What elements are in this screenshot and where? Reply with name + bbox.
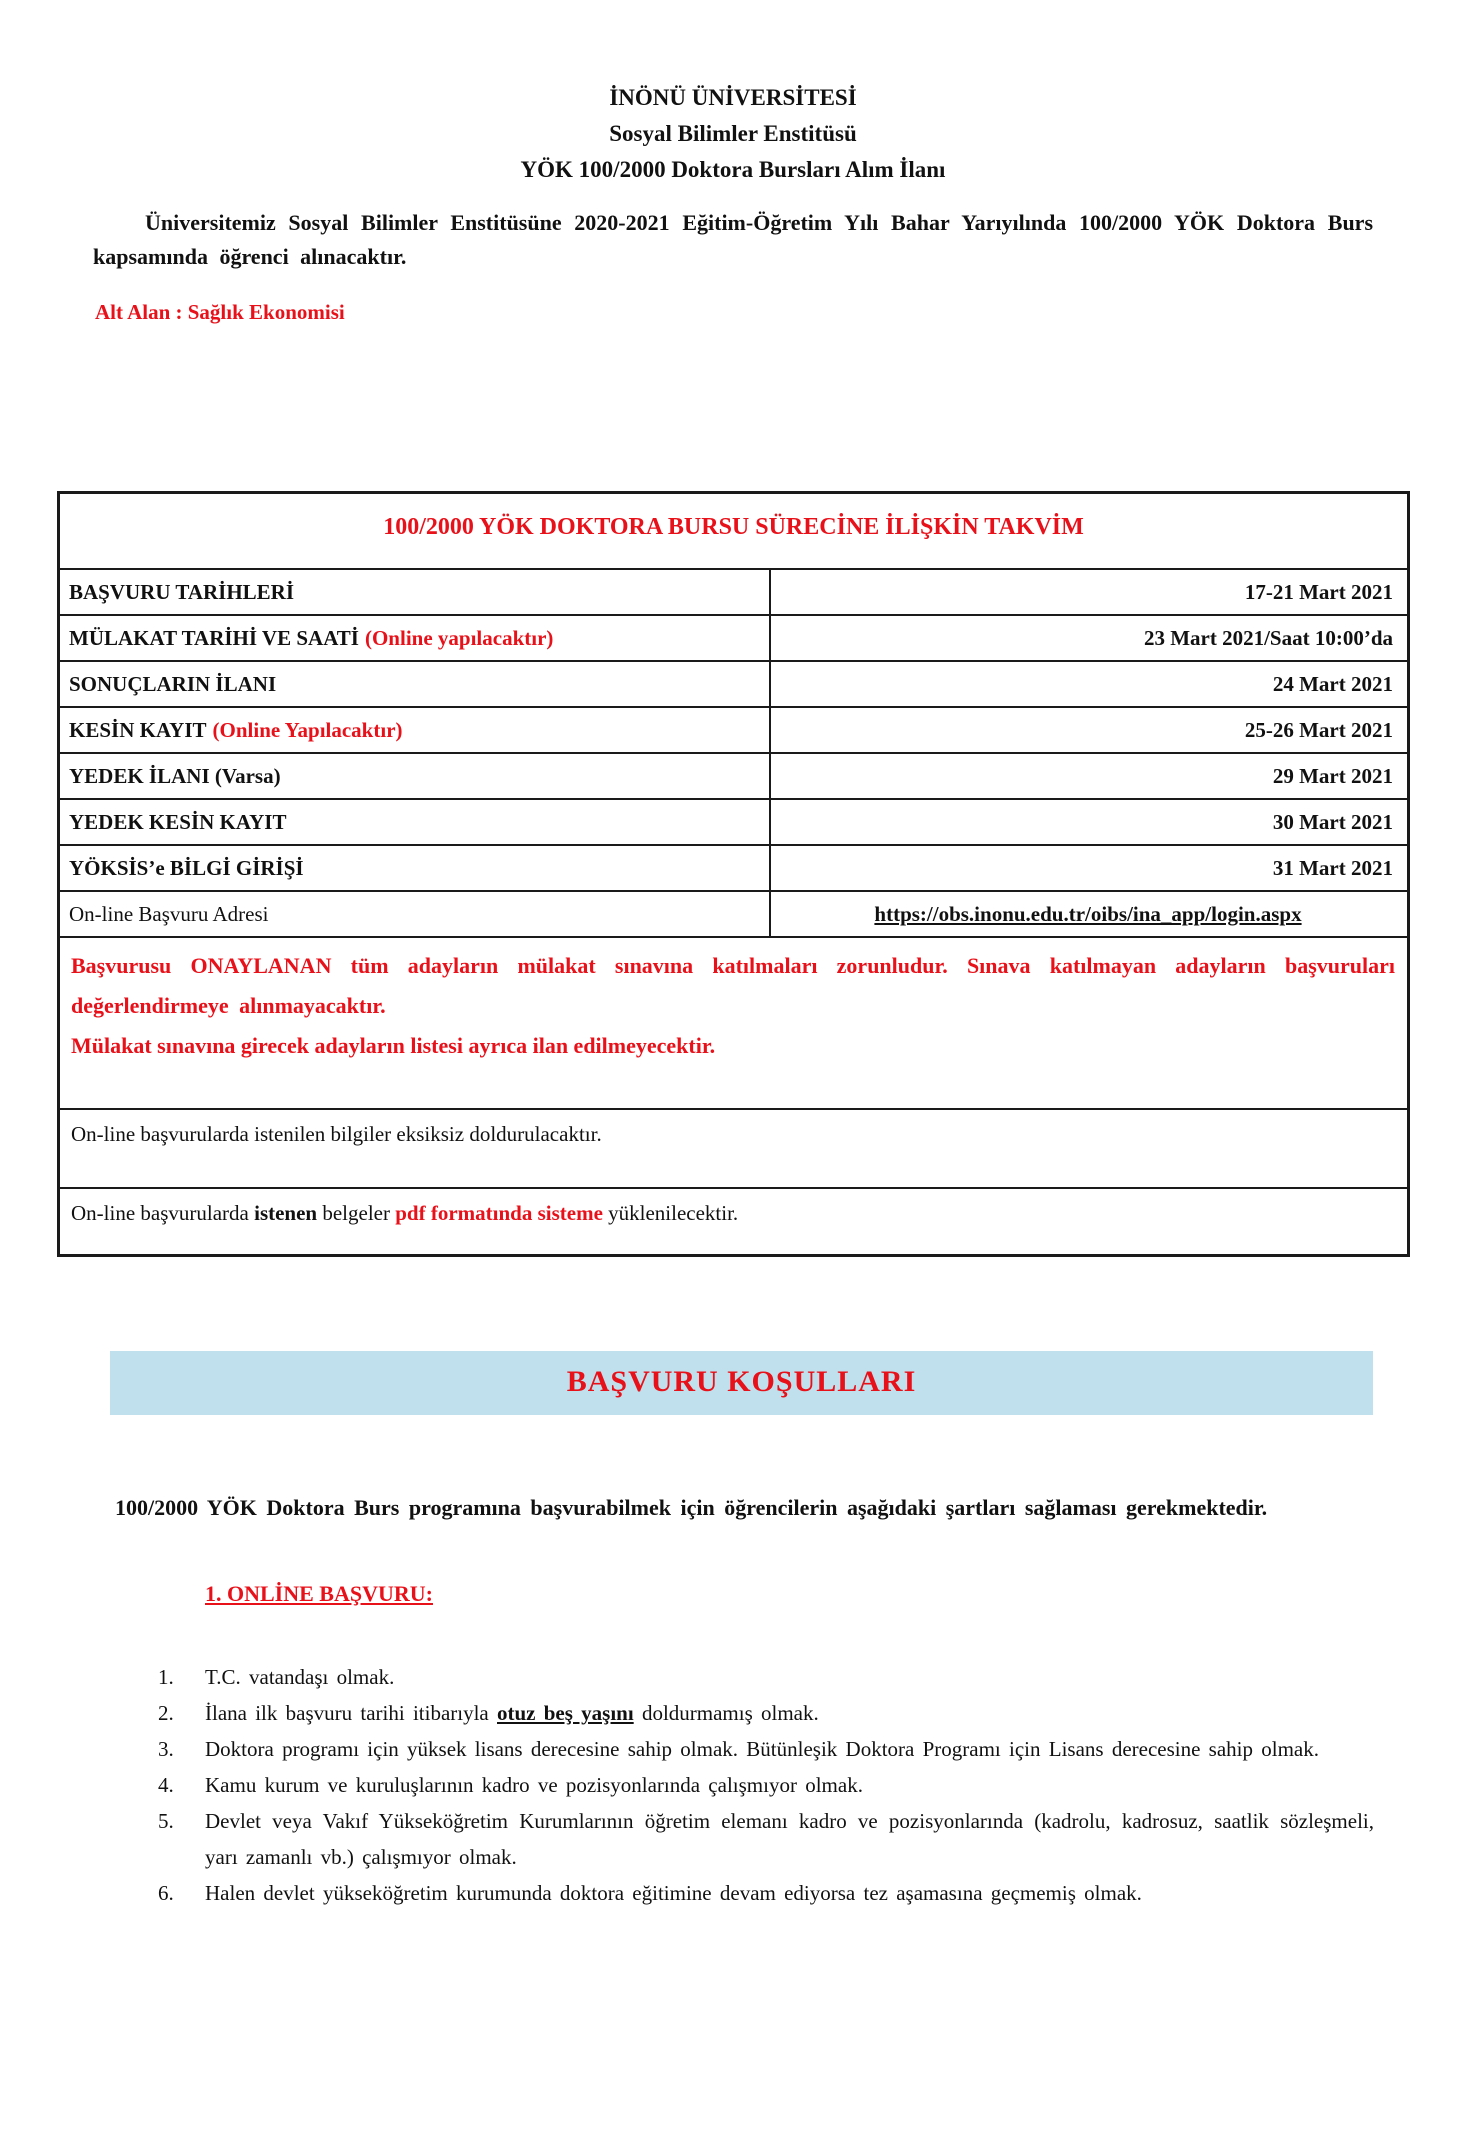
- table-row-yoksis: [60, 846, 1407, 892]
- conditions-intro: 100/2000 YÖK Doktora Burs programına başvurabilmek için öğrencilerin aşağıdaki şartları sağlaması gerekmektedir.: [115, 1495, 1268, 1520]
- row-label: [60, 616, 771, 660]
- row-value: 25-26 Mart 2021: [1244, 718, 1393, 742]
- row-label: [60, 800, 771, 844]
- row-label-text: SONUÇLARIN İLANI: [69, 672, 277, 696]
- item-text: Halen devlet yükseköğretim kurumunda doktora eğitimine devam ediyorsa tez aşamasına geçmemiş olmak.: [205, 1881, 1142, 1905]
- row-label: [60, 570, 771, 614]
- info-row-bilgiler: On-line başvurularda istenilen bilgiler eksiksiz doldurulacaktır.: [60, 1110, 1407, 1189]
- list-item: [158, 1767, 1374, 1803]
- list-item: [158, 1875, 1374, 1911]
- item-number: 2.: [158, 1701, 174, 1725]
- online-basvuru-heading: 1. ONLİNE BAŞVURU:: [205, 1581, 433, 1606]
- doc-title: [0, 0, 1466, 188]
- title-line-announcement: YÖK 100/2000 Doktora Bursları Alım İlanı: [520, 157, 946, 182]
- table-row-kesin-kayit: [60, 708, 1407, 754]
- row-label-text: YEDEK İLANI (Varsa): [69, 764, 281, 788]
- row-value: 23 Mart 2021/Saat 10:00’da: [1143, 626, 1393, 650]
- row-label-text: BAŞVURU TARİHLERİ: [69, 580, 295, 604]
- address-label: On-line Başvuru Adresi: [60, 892, 771, 936]
- basvuru-kosullari-banner: [110, 1351, 1373, 1415]
- schedule-table: [57, 491, 1410, 1257]
- row-value: 24 Mart 2021: [1272, 672, 1393, 696]
- alt-alan-label: Alt Alan : Sağlık Ekonomisi: [95, 300, 345, 324]
- list-item: [158, 1731, 1374, 1767]
- table-row-mulakat: [60, 616, 1407, 662]
- requirements-list: [158, 1659, 1374, 1911]
- table-title: 100/2000 YÖK DOKTORA BURSU SÜRECİNE İLİŞKİN TAKVİM: [60, 494, 1407, 570]
- item-text: Doktora programı için yüksek lisans derecesine sahip olmak. Bütünleşik Doktora Programı için Lisans derecesine sahip olmak.: [205, 1737, 1319, 1761]
- list-item: [158, 1695, 1374, 1731]
- table-row-yedek-ilani: [60, 754, 1407, 800]
- table-row-address: [60, 892, 1407, 938]
- row-value: 31 Mart 2021: [1272, 856, 1393, 880]
- row-label-text: YÖKSİS’e BİLGİ GİRİŞİ: [69, 856, 304, 880]
- item-number: 4.: [158, 1773, 174, 1797]
- row-value: 17-21 Mart 2021: [1244, 580, 1393, 604]
- row-label-note: (Online yapılacaktır): [364, 626, 554, 650]
- application-url-link[interactable]: https://obs.inonu.edu.tr/oibs/ina_app/login.aspx: [874, 902, 1302, 926]
- item-number: 6.: [158, 1881, 174, 1905]
- row-value: 29 Mart 2021: [1272, 764, 1393, 788]
- item-text: İlana ilk başvuru tarihi itibarıyla otuz beş yaşını doldurmamış olmak.: [205, 1701, 819, 1725]
- item-text: Devlet veya Vakıf Yükseköğretim Kurumlarının öğretim elemanı kadro ve pozisyonlarında (kadrolu, kadrosuz, saatlik sözleşmeli, yarı zamanlı vb.) çalışmıyor olmak.: [205, 1809, 1374, 1869]
- warning-paragraph-2: Mülakat sınavına girecek adayların listesi ayrıca ilan edilmeyecektir.: [71, 1033, 716, 1058]
- info-row-belgeler: On-line başvurularda istenen belgeler pdf formatında sisteme yüklenilecektir.: [71, 1201, 739, 1225]
- warning-paragraph-1: Başvurusu ONAYLANAN tüm adayların mülakat sınavına katılmaları zorunludur. Sınava katılmayan adayların başvuruları değerlendirmeye alınmayacaktır.: [71, 953, 1395, 1018]
- list-item: [158, 1659, 1374, 1695]
- row-label: [60, 846, 771, 890]
- row-label: [60, 708, 771, 752]
- intro-paragraph: Üniversitemiz Sosyal Bilimler Enstitüsüne 2020-2021 Eğitim-Öğretim Yılı Bahar Yarıyılında 100/2000 YÖK Doktora Burs kapsamında öğrenci alınacaktır.: [93, 210, 1373, 269]
- warning-block: [60, 938, 1407, 1110]
- item-number: 3.: [158, 1737, 174, 1761]
- table-row-basvuru: [60, 570, 1407, 616]
- banner-title: BAŞVURU KOŞULLARI: [566, 1365, 917, 1398]
- row-label-text: YEDEK KESİN KAYIT: [69, 810, 287, 834]
- title-line-university: İNÖNÜ ÜNİVERSİTESİ: [609, 85, 857, 110]
- list-item: [158, 1803, 1374, 1875]
- row-label: [60, 754, 771, 798]
- item-number: 1.: [158, 1665, 174, 1689]
- item-number: 5.: [158, 1809, 174, 1833]
- row-value: 30 Mart 2021: [1272, 810, 1393, 834]
- row-label-text: MÜLAKAT TARİHİ VE SAATİ: [69, 626, 359, 650]
- address-cell: [771, 892, 1407, 936]
- row-label-note: (Online Yapılacaktır): [212, 718, 403, 742]
- row-label: [60, 662, 771, 706]
- title-line-institute: Sosyal Bilimler Enstitüsü: [609, 121, 857, 146]
- row-label-text: KESİN KAYIT: [69, 718, 207, 742]
- item-text: Kamu kurum ve kuruluşlarının kadro ve pozisyonlarında çalışmıyor olmak.: [205, 1773, 863, 1797]
- item-text: T.C. vatandaşı olmak.: [205, 1665, 395, 1689]
- table-row-yedek-kesin-kayit: [60, 800, 1407, 846]
- table-row-sonuclar: [60, 662, 1407, 708]
